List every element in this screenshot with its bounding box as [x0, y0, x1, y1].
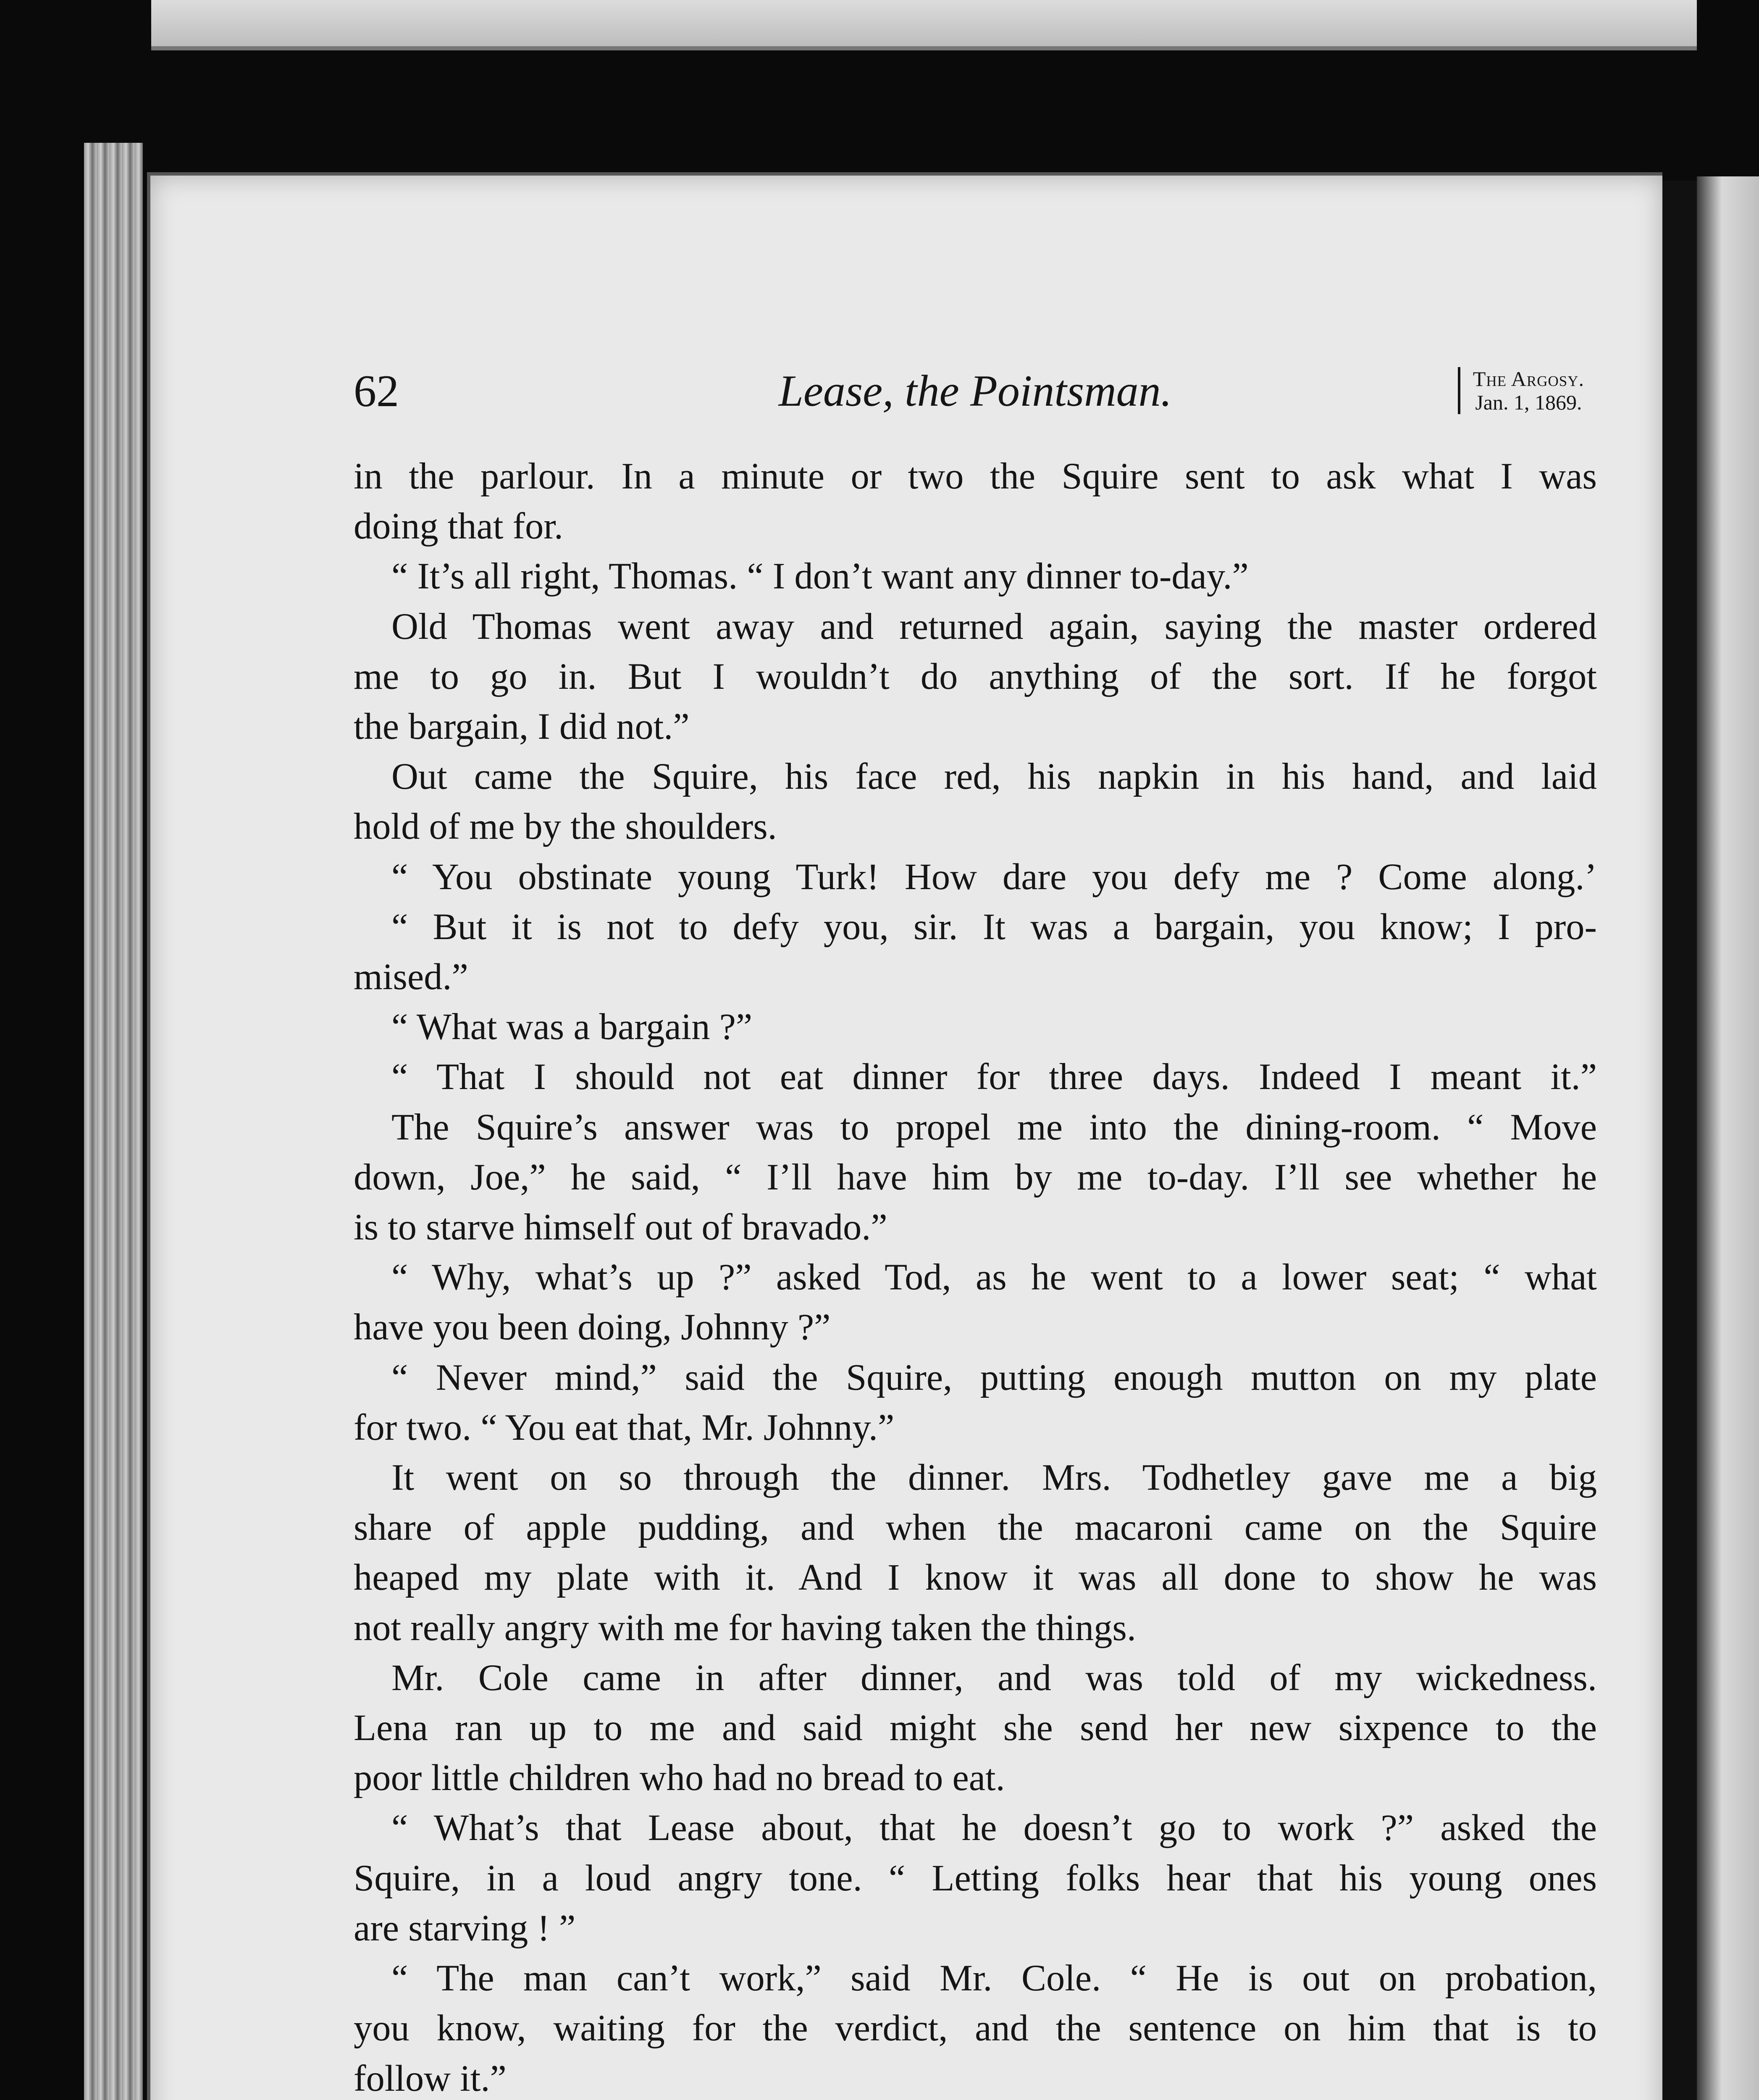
text-line: are starving ! ” [354, 1907, 576, 1949]
text-line: “ The man can’t work,” said Mr. Cole. “ He is out on probation, [391, 1958, 1597, 1999]
body-text [354, 452, 1597, 2100]
stacked-page-edges [84, 143, 143, 2100]
previous-page-edge [151, 0, 1697, 50]
text-line: doing that for. [354, 506, 563, 547]
running-title: Lease, the Pointsman. [778, 366, 1172, 415]
text-line: heaped my plate with it. And I know it was all done to show he was [354, 1557, 1597, 1599]
journal-name: The Argosy. [1473, 367, 1584, 391]
text-line: It went on so through the dinner. Mrs. Todhetley gave me a big [391, 1457, 1597, 1499]
text-line: “ You obstinate young Turk! How dare you defy me ? Come along.’ [391, 856, 1597, 898]
text-line: have you been doing, Johnny ?” [354, 1307, 831, 1348]
text-line: down, Joe,” he said, “ I’ll have him by me to-day. I’ll see whether he [354, 1156, 1597, 1198]
text-line: the bargain, I did not.” [354, 706, 690, 748]
text-line: Mr. Cole came in after dinner, and was told of my wickedness. [391, 1657, 1597, 1698]
text-line: is to starve himself out of bravado.” [354, 1207, 887, 1248]
text-line: The Squire’s answer was to propel me into the dining-room. “ Move [391, 1106, 1597, 1148]
text-line: you know, waiting for the verdict, and the sentence on him that is to [354, 2008, 1597, 2049]
text-line: “ But it is not to defy you, sir. It was a bargain, you know; I pro- [391, 906, 1597, 948]
text-line: for two. “ You eat that, Mr. Johnny.” [354, 1407, 895, 1448]
journal-date: Jan. 1, 1869. [1475, 391, 1582, 414]
text-line: Out came the Squire, his face red, his napkin in his hand, and laid [391, 756, 1597, 798]
page-number: 62 [354, 366, 399, 416]
text-line: “ What’s that Lease about, that he doesn’t go to work ?” asked the [391, 1807, 1597, 1849]
text-line: poor little children who had no bread to eat. [354, 1757, 1005, 1799]
text-line: not really angry with me for having taken the things. [354, 1607, 1136, 1648]
text-line: share of apple pudding, and when the macaroni came on the Squire [354, 1507, 1597, 1549]
facing-page-edge [1697, 176, 1759, 2100]
text-line: Old Thomas went away and returned again, saying the master ordered [391, 606, 1597, 647]
text-line: “ What was a bargain ?” [391, 1006, 753, 1048]
text-line: follow it.” [354, 2058, 507, 2099]
text-line: in the parlour. In a minute or two the Squire sent to ask what I was [354, 456, 1597, 497]
book-binding [1659, 181, 1697, 2100]
text-line: hold of me by the shoulders. [354, 806, 777, 848]
journal-citation [1458, 367, 1584, 414]
text-line: “ It’s all right, Thomas. “ I don’t want any dinner to-day.” [391, 556, 1249, 597]
page-header [354, 365, 1597, 424]
text-line: Squire, in a loud angry tone. “ Letting folks hear that his young ones [354, 1857, 1597, 1899]
text-line: “ Why, what’s up ?” asked Tod, as he went to a lower seat; “ what [391, 1257, 1597, 1298]
text-line: “ Never mind,” said the Squire, putting enough mutton on my plate [391, 1357, 1597, 1398]
text-line: Lena ran up to me and said might she send her new sixpence to the [354, 1707, 1597, 1749]
text-line: mised.” [354, 956, 468, 998]
text-line: me to go in. But I wouldn’t do anything of the sort. If he forgot [354, 656, 1597, 697]
text-line: “ That I should not eat dinner for three days. Indeed I meant it.” [391, 1056, 1597, 1098]
